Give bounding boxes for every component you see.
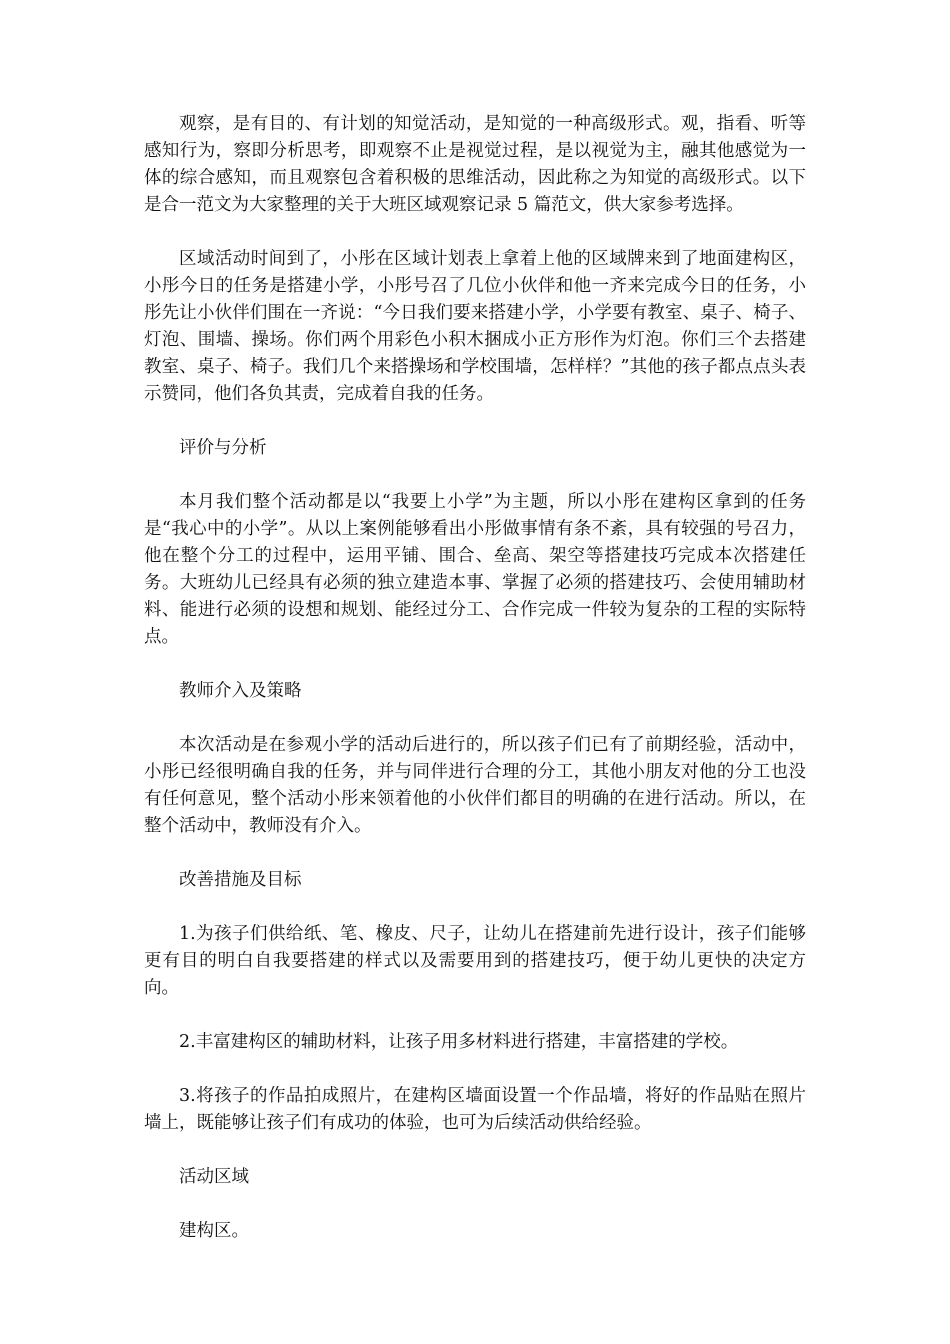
case-description-paragraph: 区域活动时间到了，小彤在区域计划表上拿着上他的区域牌来到了地面建构区，小彤今日的任务是搭建小学，小彤号召了几位小伙伴和他一齐来完成今日的任务，小彤先让小伙伴们围在一齐说：“今日我们要来搭建小学，小学要有教室、桌子、椅子、灯泡、围墙、操场。你们两个用彩色小积木捆成小正方形作为灯泡。你们三个去搭建教室、桌子、椅子。我们几个来搭操场和学校围墙，怎样样？”其他的孩子都点点头表示赞同，他们各负其责，完成着自我的任务。 — [144, 249, 806, 404]
improvement-item-1: 1.为孩子们供给纸、笔、橡皮、尺子，让幼儿在搭建前先进行设计，孩子们能够更有目的明白自我要搭建的样式以及需要用到的搭建技巧，便于幼儿更快的决定方向。 — [144, 924, 806, 998]
evaluation-paragraph: 本月我们整个活动都是以“我要上小学”为主题，所以小彤在建构区拿到的任务是“我心中的小学”。从以上案例能够看出小彤做事情有条不紊，具有较强的号召力，他在整个分工的过程中，运用平铺、围合、垒高、架空等搭建技巧完成本次搭建任务。大班幼儿已经具有必须的独立建造本事、掌握了必须的搭建技巧、会使用辅助材料、能进行必须的设想和规划、能经过分工、合作完成一件较为复杂的工程的实际特点。 — [144, 492, 806, 647]
section-heading-activity-area: 活动区域 — [179, 1167, 249, 1187]
section-heading-teacher-intervention: 教师介入及策略 — [179, 681, 302, 701]
improvement-item-2: 2.丰富建构区的辅助材料，让孩子用多材料进行搭建，丰富搭建的学校。 — [179, 1032, 739, 1052]
improvement-item-3: 3.将孩子的作品拍成照片，在建构区墙面设置一个作品墙，将好的作品贴在照片墙上，既能够让孩子们有成功的体验，也可为后续活动供给经验。 — [144, 1086, 806, 1133]
activity-area-paragraph: 建构区。 — [179, 1221, 249, 1241]
document-body — [144, 111, 806, 1245]
teacher-intervention-paragraph: 本次活动是在参观小学的活动后进行的，所以孩子们已有了前期经验，活动中，小彤已经很明确自我的任务，并与同伴进行合理的分工，其他小朋友对他的分工也没有任何意见，整个活动小彤来领着他的小伙伴们都目的明确的在进行活动。所以，在整个活动中，教师没有介入。 — [144, 735, 806, 836]
section-heading-improvement: 改善措施及目标 — [179, 870, 302, 890]
section-heading-evaluation: 评价与分析 — [179, 438, 267, 458]
intro-paragraph: 观察，是有目的、有计划的知觉活动，是知觉的一种高级形式。观，指看、听等感知行为，察即分析思考，即观察不止是视觉过程，是以视觉为主，融其他感觉为一体的综合感知，而且观察包含着积极的思维活动，因此称之为知觉的高级形式。以下是合一范文为大家整理的关于大班区域观察记录 5 篇范文，供大家参考选择。 — [144, 114, 806, 215]
